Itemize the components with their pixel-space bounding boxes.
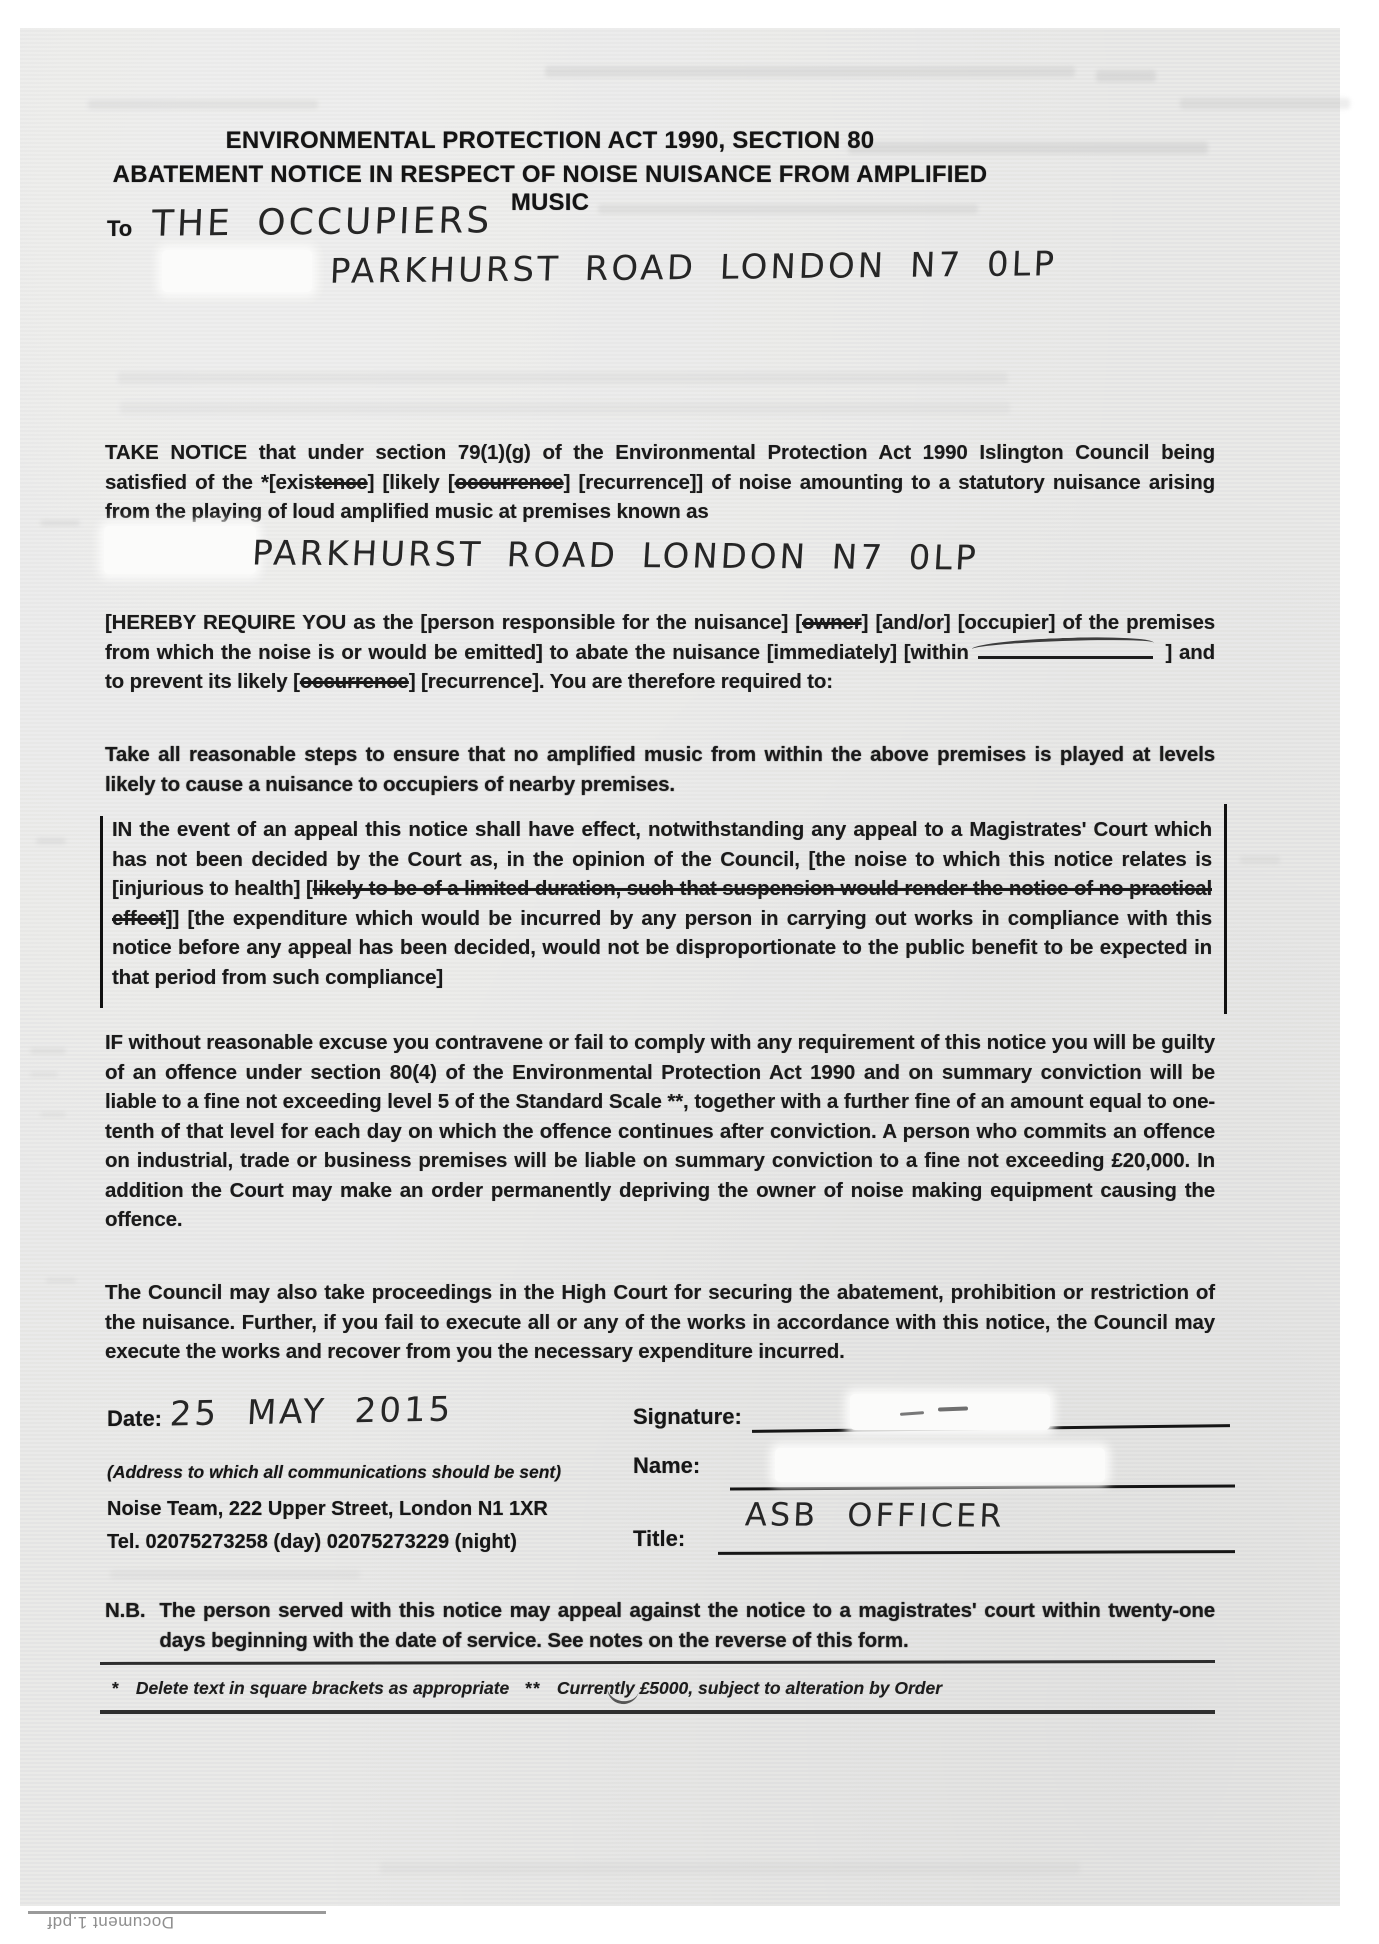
box-left-bar	[100, 816, 103, 1008]
appeal-effect-paragraph: IN the event of an appeal this notice shall have effect, notwithstanding any appeal to a Magistrates' Court which has not been decided by the Court as, in the opinion of the Council, [the noise to which this notice relates is [injurious to health] [likely to be of a limited duration, such that suspension would render the notice of no practical effect]] [the expenditure which would be incurred by any person in carrying out works in compliance with this notice before any appeal has been decided, would not be disproportionate to the public benefit to be expected in that period from such compliance]	[112, 818, 1212, 989]
scan-smudge	[30, 1072, 58, 1077]
scan-smudge	[1180, 98, 1350, 109]
nb-label: N.B.	[105, 1599, 146, 1622]
reasonable-steps-paragraph: Take all reasonable steps to ensure that no amplified music from within the above premises is played at levels likely to cause a nuisance to occupiers of nearby premises.	[105, 743, 1215, 796]
council-proceedings-paragraph: The Council may also take proceedings in the High Court for securing the abatement, prohibition or restriction of the nuisance. Further, if you fail to execute all or any of the works in accordance with this notice, the Council may execute the works and recover from you the necessary expenditure incurred.	[105, 1281, 1215, 1363]
scan-smudge	[110, 1570, 360, 1579]
box-right-bar	[1224, 804, 1227, 1014]
document-title-line2: ABATEMENT NOTICE IN RESPECT OF NOISE NUISANCE FROM AMPLIFIED MUSIC	[112, 161, 988, 216]
footnote-rule-bottom	[100, 1710, 1215, 1714]
scan-smudge	[46, 1278, 76, 1283]
scan-smudge	[120, 402, 1010, 414]
address-note: (Address to which all communications should be sent)	[107, 1462, 562, 1482]
scan-smudge	[380, 1862, 1080, 1874]
nb-appeal-note	[105, 1596, 1215, 1655]
scan-smudge	[40, 1112, 66, 1117]
redaction-whiteout	[104, 526, 256, 574]
signature-label: Signature:	[633, 1404, 742, 1429]
signature-redaction-whiteout	[850, 1394, 1050, 1430]
phone-numbers: Tel. 02075273258 (day) 02075273229 (night)	[107, 1531, 517, 1553]
offence-penalty-paragraph: IF without reasonable excuse you contravene or fail to comply with any requirement of this notice you will be guilty of an offence under section 80(4) of the Environmental Protection Act 1990 and on summary conviction will be liable to a fine not exceeding level 5 of the Standard Scale **, together with a further fine of an amount equal to one-tenth of that level for each day on which the offence continues after conviction. A person who commits an offence on industrial, trade or business premises will be liable on summary conviction to a fine not exceeding £20,000. In addition the Court may make an order permanently depriving the owner of noise making equipment causing the offence.	[105, 1031, 1215, 1231]
title-handwritten: ASB OFFICER	[744, 1495, 1006, 1535]
footnote-currently-text: Currently £5000, subject to alteration by Order	[556, 1678, 943, 1698]
date-handwritten: 25 MAY 2015	[168, 1389, 455, 1435]
footnote-asterisk: *	[112, 1678, 120, 1698]
footnote-delete-text: Delete text in square brackets as appropriate	[135, 1678, 510, 1698]
scan-smudge	[545, 66, 1075, 77]
title-label: Title:	[633, 1526, 686, 1551]
footnote-double-asterisk: **	[525, 1678, 541, 1698]
recipient-name-handwritten: THE OCCUPIERS	[151, 200, 494, 245]
take-notice-paragraph: TAKE NOTICE that under section 79(1)(g) of the Environmental Protection Act 1990 Islington Council being satisfied of the *[existence] [likely [occurrence] [recurrence]] of noise amounting to a statutory nuisance arising from the playing of loud amplified music at premises known as	[105, 441, 1215, 523]
scan-smudge	[1240, 856, 1280, 864]
scan-smudge	[88, 100, 318, 109]
team-address: Noise Team, 222 Upper Street, London N1 1XR	[107, 1498, 548, 1520]
name-label: Name:	[633, 1453, 701, 1478]
scan-smudge	[118, 372, 1008, 384]
date-label: Date:	[107, 1406, 163, 1431]
to-label: To	[107, 216, 133, 241]
document-title-line1: ENVIRONMENTAL PROTECTION ACT 1990, SECTION 80	[225, 127, 875, 154]
premises-address-handwritten: PARKHURST ROAD LONDON N7 0LP	[250, 533, 980, 579]
scan-smudge	[36, 838, 66, 844]
scan-smudge	[40, 520, 80, 526]
name-redaction-whiteout	[775, 1448, 1105, 1482]
hereby-require-paragraph: [HEREBY REQUIRE YOU as the [person responsible for the nuisance] [owner] [and/or] [occupier] of the premises from which the noise is or would be emitted] to abate the nuisance [immediately] [within ] and to prevent its likely [occurrence] [recurrence]. You are therefore required to:	[105, 611, 1215, 693]
scan-smudge	[30, 1048, 66, 1054]
recipient-address-handwritten: PARKHURST ROAD LONDON N7 0LP	[328, 244, 1058, 292]
scan-smudge	[1096, 70, 1156, 82]
redaction-whiteout	[162, 250, 312, 292]
nb-text: The person served with this notice may appeal against the notice to a magistrates' court within twenty-one days beginning with the date of service. See notes on the reverse of this form.	[159, 1599, 1215, 1652]
pdf-filename-label: Document 1.pdf	[46, 1913, 174, 1932]
